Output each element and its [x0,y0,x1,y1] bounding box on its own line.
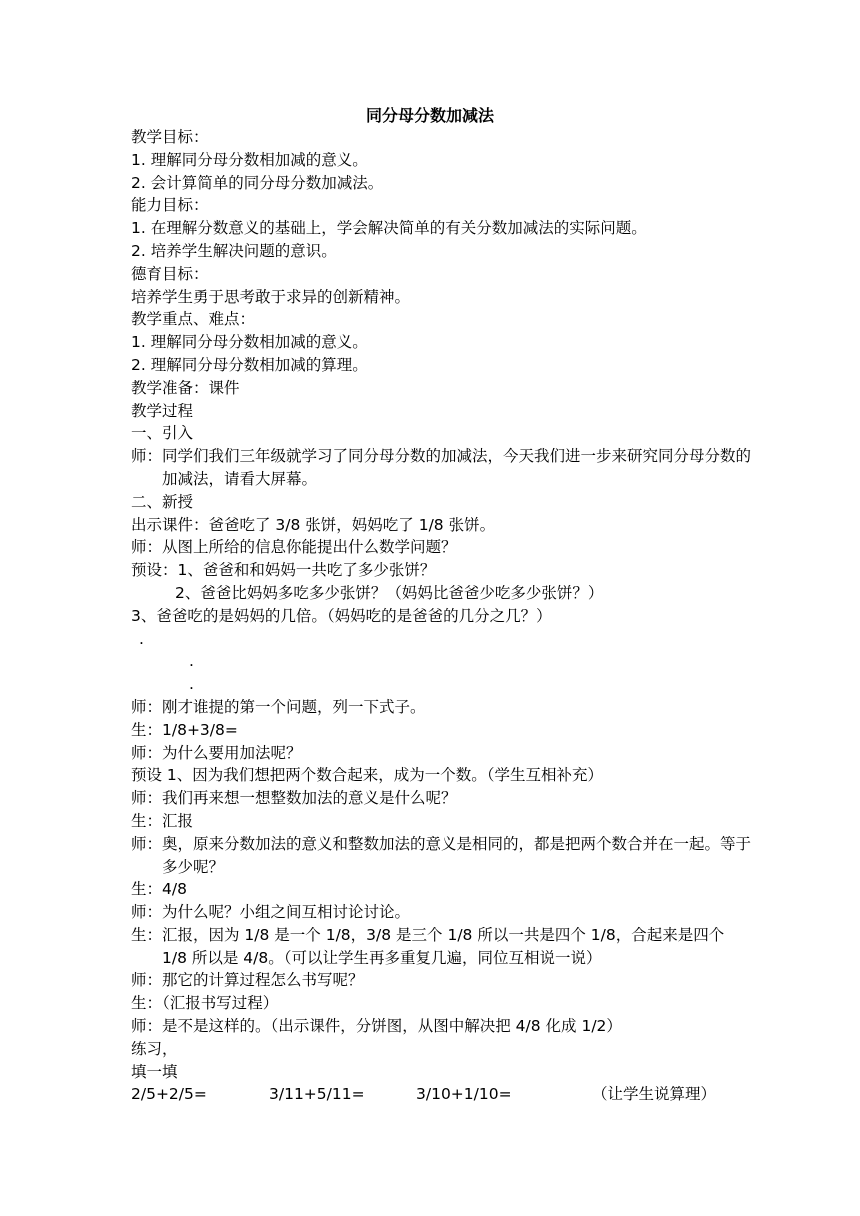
text-line: 师：是不是这样的。（出示课件，分饼图，从图中解决把 4/8 化成 1/2） [131,1017,622,1036]
text-line: 教学重点、难点： [131,310,256,329]
exercise-item: 3/10+1/10= [416,1085,512,1104]
text-line: 师：为什么呢？小组之间互相讨论讨论。 [131,903,411,922]
text-line: 3、爸爸吃的是妈妈的几倍。（妈妈吃的是爸爸的几分之几？） [131,606,552,625]
text-line: 培养学生勇于思考敢于求异的创新精神。 [131,287,411,306]
text-line: 2. 培养学生解决问题的意识。 [131,241,337,260]
text-line: 能力目标： [131,196,209,215]
text-line: 预设 1、因为我们想把两个数合起来，成为一个数。（学生互相补充） [131,766,604,785]
text-line: 德育目标： [131,264,209,283]
text-line: 生：1/8+3/8= [131,720,238,739]
text-line: 师：为什么要用加法呢？ [131,743,302,762]
text-line: 2、爸爸比妈妈多吃多少张饼？（妈妈比爸爸少吃多少张饼？） [175,583,604,602]
text-paragraph: 生：汇报，因为 1/8 是一个 1/8，3/8 是三个 1/8 所以一共是四个 1/8，合起来是四个 1/8 所以是 4/8。（可以让学生再多重复几遍，同位互相说一说） [131,925,725,967]
text-line: 师：刚才谁提的第一个问题，列一下式子。 [131,697,426,716]
text-line: 一、引入 [131,424,194,443]
ellipsis-dot: . [189,675,194,694]
text-line: 师：那它的计算过程怎么书写呢？ [131,971,364,990]
text-line: 师：从图上所给的信息你能提出什么数学问题？ [131,538,457,557]
text-line: 2. 理解同分母分数相加减的算理。 [131,355,368,374]
text-line: 1. 在理解分数意义的基础上，学会解决简单的有关分数加减法的实际问题。 [131,219,647,238]
text-line: 师：我们再来想一想整数加法的意义是什么呢？ [131,789,457,808]
exercise-note: （让学生说算理） [592,1085,717,1104]
ellipsis-dot: . [139,629,144,648]
text-line: 出示课件：爸爸吃了 3/8 张饼，妈妈吃了 1/8 张饼。 [131,515,496,534]
text-line: 教学目标： [131,128,209,146]
text-line: 1. 理解同分母分数相加减的意义。 [131,150,368,169]
exercise-item: 3/11+5/11= [269,1085,365,1104]
text-line: 1. 理解同分母分数相加减的意义。 [131,333,368,352]
exercise-item: 2/5+2/5= [131,1085,207,1104]
text-line: 预设：1、爸爸和和妈妈一共吃了多少张饼？ [131,561,436,580]
text-line: 教学准备：课件 [131,378,240,397]
exercise-row [131,1083,751,1106]
text-line: 教学过程 [131,401,194,420]
text-paragraph: 师：奥，原来分数加法的意义和整数加法的意义是相同的，都是把两个数合并在一起。等于多少呢？ [131,834,752,876]
document-title: 同分母分数加减法 [365,106,494,125]
text-line: 生：汇报 [131,811,194,830]
text-line: 2. 会计算简单的同分母分数加减法。 [131,173,384,192]
text-line: 填一填 [131,1062,178,1081]
ellipsis-dot: . [189,652,194,671]
text-line: 练习， [131,1039,178,1058]
text-line: 二、新授 [131,492,194,511]
text-line: 生：4/8 [131,880,187,899]
text-paragraph: 师：同学们我们三年级就学习了同分母分数的加减法，今天我们进一步来研究同分母分数的加减法，请看大屏幕。 [131,447,752,488]
text-line: 生：（汇报书写过程） [131,994,279,1013]
document-body [131,126,751,1106]
